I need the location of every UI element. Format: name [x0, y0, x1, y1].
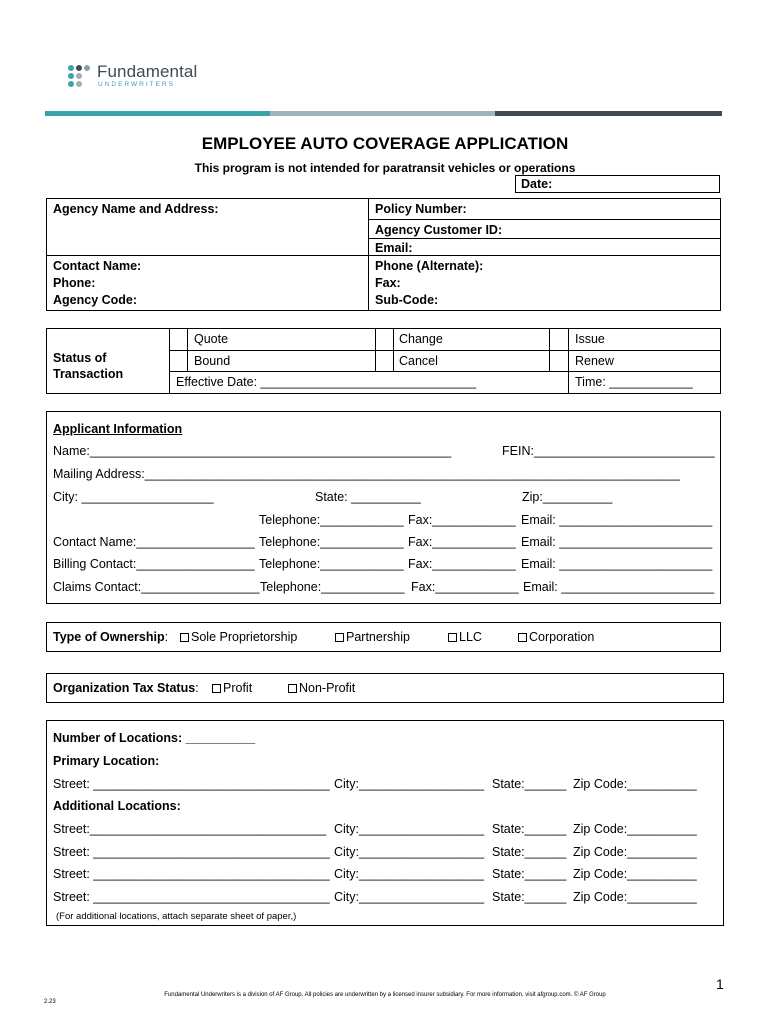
tax-status-colon: : [195, 681, 199, 695]
contact-name-label[interactable]: Contact Name: [53, 259, 142, 273]
logo-subtitle: UNDERWRITERS [98, 81, 175, 88]
additional-state-field-3[interactable]: State:______ [492, 867, 567, 881]
change-checkbox[interactable] [376, 329, 393, 350]
issue-checkbox[interactable] [550, 329, 568, 350]
col-line [187, 328, 188, 371]
renew-checkbox[interactable] [550, 351, 568, 371]
phone-label[interactable]: Phone: [53, 276, 96, 290]
email-label[interactable]: Email: [375, 241, 413, 255]
logo-dot [68, 65, 74, 71]
transaction-row2-line [169, 371, 721, 372]
profit-label: Profit [223, 681, 253, 695]
number-of-locations-field[interactable]: Number of Locations: __________ [53, 731, 256, 745]
issue-label: Issue [575, 332, 605, 346]
logo-dot [84, 65, 90, 71]
additional-city-field-2[interactable]: City:__________________ [334, 845, 485, 859]
fax-label[interactable]: Fax: [375, 276, 401, 290]
effective-date-field[interactable]: Effective Date: _______________________________ [176, 375, 477, 389]
cancel-label: Cancel [399, 354, 438, 368]
state-field[interactable]: State: __________ [315, 490, 421, 504]
primary-city-field[interactable]: City:__________________ [334, 777, 485, 791]
time-field[interactable]: Time: ____________ [575, 375, 693, 389]
logo-dot [68, 81, 74, 87]
page-number: 1 [716, 976, 724, 992]
contact-email-field[interactable]: Email: ______________________ [521, 535, 713, 549]
form-version: 2.23 [44, 999, 56, 1005]
checkbox-icon[interactable] [212, 684, 221, 693]
applicant-email-field[interactable]: Email: ______________________ [521, 513, 713, 527]
llc-option[interactable] [448, 630, 482, 644]
change-label: Change [399, 332, 443, 346]
contact-telephone-field[interactable]: Telephone:____________ [259, 535, 404, 549]
applicant-info-header: Applicant Information [53, 422, 183, 436]
llc-label: LLC [459, 630, 482, 644]
bound-checkbox[interactable] [170, 351, 187, 371]
status-of-transaction-label-2: Transaction [53, 367, 124, 381]
claims-email-field[interactable]: Email: ______________________ [523, 580, 715, 594]
additional-city-field-4[interactable]: City:__________________ [334, 890, 485, 904]
corporation-label: Corporation [529, 630, 595, 644]
primary-state-field[interactable]: State:______ [492, 777, 567, 791]
additional-street-field-1[interactable]: Street:__________________________________ [53, 822, 327, 836]
partnership-label: Partnership [346, 630, 410, 644]
logo-dot [76, 81, 82, 87]
policy-divider [368, 219, 721, 220]
form-title: EMPLOYEE AUTO COVERAGE APPLICATION [201, 134, 569, 153]
nonprofit-label: Non-Profit [299, 681, 356, 695]
primary-location-label: Primary Location: [53, 754, 160, 768]
additional-zip-field-2[interactable]: Zip Code:__________ [573, 845, 697, 859]
additional-zip-field-1[interactable]: Zip Code:__________ [573, 822, 697, 836]
fein-field[interactable]: FEIN:__________________________ [502, 444, 715, 458]
checkbox-icon[interactable] [288, 684, 297, 693]
additional-state-field-1[interactable]: State:______ [492, 822, 567, 836]
ownership-label-wrap [53, 630, 168, 644]
logo-dot [68, 73, 74, 79]
tax-status-label: Organization Tax Status [53, 681, 196, 695]
sole-proprietorship-option[interactable] [180, 630, 297, 644]
checkbox-icon[interactable] [180, 633, 189, 642]
agency-code-label[interactable]: Agency Code: [53, 293, 138, 307]
agency-name-address-label[interactable]: Agency Name and Address: [53, 202, 219, 216]
contact-divider [46, 255, 721, 256]
contact-fax-field[interactable]: Fax:____________ [408, 535, 516, 549]
applicant-fax-field[interactable]: Fax:____________ [408, 513, 516, 527]
claims-fax-field[interactable]: Fax:____________ [411, 580, 519, 594]
logo-name: Fundamental [97, 62, 198, 81]
logo-dot [76, 73, 82, 79]
status-of-transaction-label-1: Status of [53, 351, 107, 365]
billing-email-field[interactable]: Email: ______________________ [521, 557, 713, 571]
city-field[interactable]: City: ___________________ [53, 490, 214, 504]
header-band-gray [270, 111, 495, 116]
date-label: Date: [521, 177, 553, 191]
agency-customer-id-label[interactable]: Agency Customer ID: [375, 223, 503, 237]
sole-proprietorship-label: Sole Proprietorship [191, 630, 298, 644]
form-subtitle: This program is not intended for paratransit vehicles or operations [194, 161, 576, 175]
policy-number-label[interactable]: Policy Number: [375, 202, 467, 216]
ownership-label: Type of Ownership [53, 630, 165, 644]
primary-zip-field[interactable]: Zip Code:__________ [573, 777, 697, 791]
phone-alternate-label[interactable]: Phone (Alternate): [375, 259, 484, 273]
additional-locations-label: Additional Locations: [53, 799, 181, 813]
claims-telephone-field[interactable]: Telephone:____________ [260, 580, 405, 594]
additional-city-field-3[interactable]: City:__________________ [334, 867, 485, 881]
profit-option[interactable] [212, 681, 252, 695]
additional-state-field-2[interactable]: State:______ [492, 845, 567, 859]
col-line [568, 328, 569, 394]
partnership-option[interactable] [335, 630, 410, 644]
applicant-telephone-field[interactable]: Telephone:____________ [259, 513, 404, 527]
date-field[interactable] [515, 175, 720, 193]
additional-street-field-2[interactable]: Street: __________________________________ [53, 845, 330, 859]
footer-disclaimer: Fundamental Underwriters is a division of AF Group. All policies are underwritten by a licensed insurer subsidiary. For more information, visit afgroup.com. © AF Group [164, 992, 606, 998]
quote-checkbox[interactable] [170, 329, 187, 350]
tax-status-label-wrap [53, 681, 199, 695]
nonprofit-option[interactable] [288, 681, 355, 695]
ownership-colon: : [164, 630, 169, 644]
additional-street-field-4[interactable]: Street: __________________________________ [53, 890, 330, 904]
logo-mark-icon [66, 63, 92, 89]
sub-code-label[interactable]: Sub-Code: [375, 293, 439, 307]
additional-city-field-1[interactable]: City:__________________ [334, 822, 485, 836]
col-line [393, 328, 394, 371]
cancel-checkbox[interactable] [376, 351, 393, 371]
logo-dot [76, 65, 82, 71]
additional-zip-field-3[interactable]: Zip Code:__________ [573, 867, 697, 881]
additional-street-field-3[interactable]: Street: __________________________________ [53, 867, 330, 881]
header-band-teal [45, 111, 270, 116]
mailing-address-field[interactable]: Mailing Address:_____________________________________________________________________________ [53, 467, 681, 481]
applicant-section [46, 411, 721, 604]
billing-fax-field[interactable]: Fax:____________ [408, 557, 516, 571]
checkbox-icon[interactable] [448, 633, 457, 642]
additional-locations-note: (For additional locations, attach separate sheet of paper,) [56, 911, 297, 922]
corporation-option[interactable] [518, 630, 594, 644]
quote-label: Quote [194, 332, 229, 346]
header-band-dark [495, 111, 722, 116]
additional-state-field-4[interactable]: State:______ [492, 890, 567, 904]
checkbox-icon[interactable] [518, 633, 527, 642]
additional-zip-field-4[interactable]: Zip Code:__________ [573, 890, 697, 904]
renew-label: Renew [575, 354, 614, 368]
billing-telephone-field[interactable]: Telephone:____________ [259, 557, 404, 571]
billing-contact-field[interactable]: Billing Contact:_________________ [53, 557, 255, 571]
contact-name-field[interactable]: Contact Name:_________________ [53, 535, 255, 549]
applicant-name-field[interactable]: Name:____________________________________________________ [53, 444, 452, 458]
transaction-row1-line [169, 350, 721, 351]
claims-contact-field[interactable]: Claims Contact:_________________ [53, 580, 260, 594]
bound-label: Bound [194, 354, 231, 368]
zip-field[interactable]: Zip:__________ [522, 490, 613, 504]
customer-divider [368, 238, 721, 239]
checkbox-icon[interactable] [335, 633, 344, 642]
primary-street-field[interactable]: Street: __________________________________ [53, 777, 330, 791]
